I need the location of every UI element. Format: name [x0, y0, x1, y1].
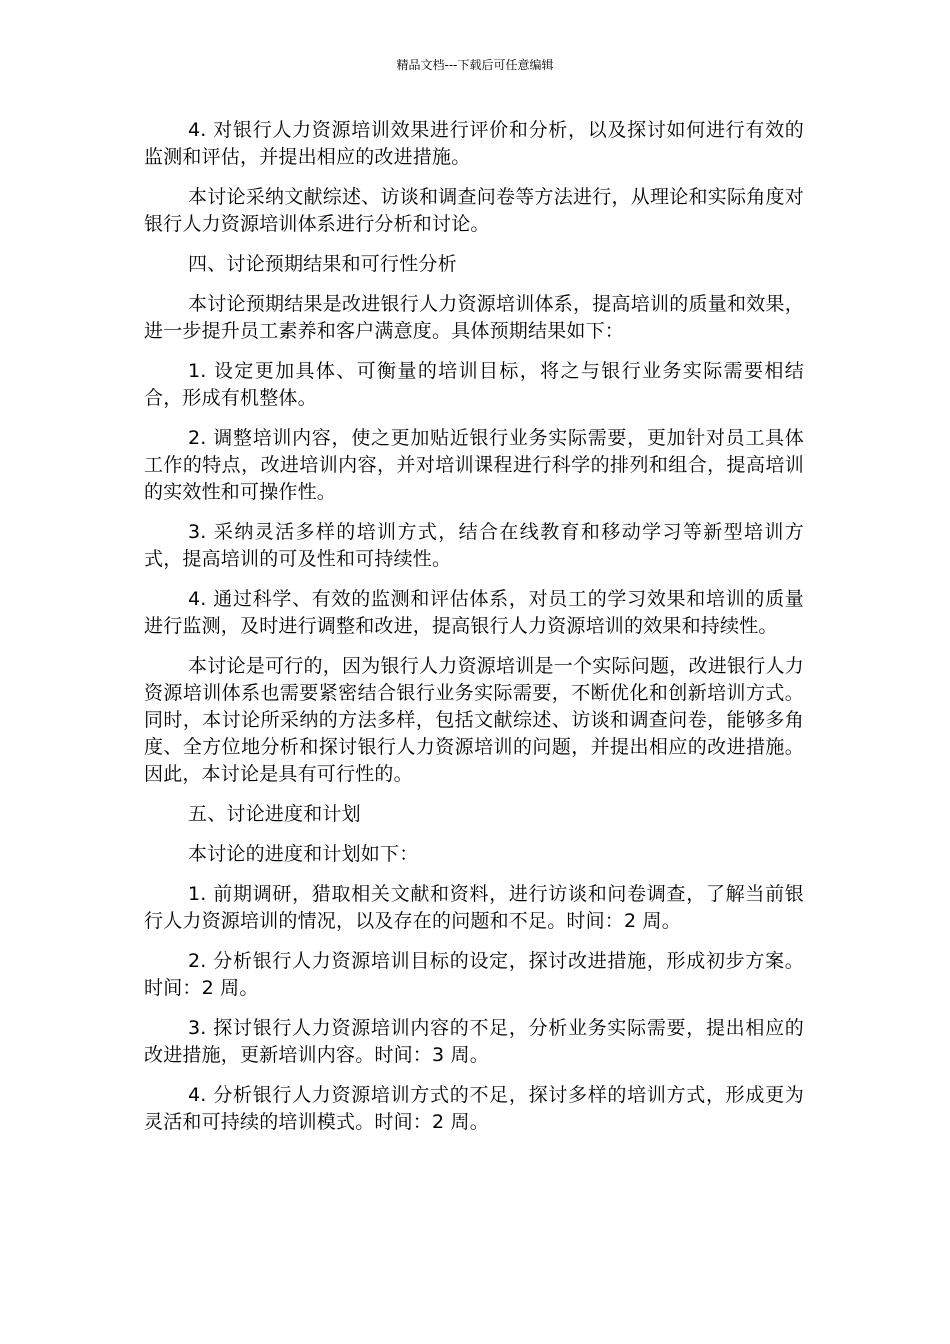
paragraph-expected-results-intro: 本讨论预期结果是改进银行人力资源培训体系，提高培训的质量和效果，进一步提升员工素养和客户满意度。具体预期结果如下：: [144, 293, 804, 342]
section-heading-expected-results: 四、讨论预期结果和可行性分析: [188, 253, 457, 275]
paragraph-plan-step-2: 2. 分析银行人力资源培训目标的设定，探讨改进措施，形成初步方案。时间：2 周。: [144, 950, 804, 999]
paragraph-plan-step-1: 1. 前期调研，猎取相关文献和资料，进行访谈和问卷调查，了解当前银行人力资源培训的情况，以及存在的问题和不足。时间：2 周。: [144, 883, 804, 932]
paragraph-result-3: 3. 采纳灵活多样的培训方式，结合在线教育和移动学习等新型培训方式，提高培训的可及性和可持续性。: [144, 521, 804, 570]
page-header: 精品文档---下载后可任意编辑: [396, 58, 554, 72]
paragraph-result-4: 4. 通过科学、有效的监测和评估体系，对员工的学习效果和培训的质量进行监测，及时进行调整和改进，提高银行人力资源培训的效果和持续性。: [144, 588, 804, 637]
paragraph-methods: 本讨论采纳文献综述、访谈和调查问卷等方法进行，从理论和实际角度对银行人力资源培训体系进行分析和讨论。: [144, 186, 804, 235]
paragraph-result-2: 2. 调整培训内容，使之更加贴近银行业务实际需要，更加针对员工具体工作的特点，改进培训内容，并对培训课程进行科学的排列和组合，提高培训的实效性和可操作性。: [144, 427, 804, 503]
paragraph-feasibility: 本讨论是可行的，因为银行人力资源培训是一个实际问题，改进银行人力资源培训体系也需要紧密结合银行业务实际需要，不断优化和创新培训方式。同时，本讨论所采纳的方法多样，包括文献综述、访谈和调查问卷，能够多角度、全方位地分析和探讨银行人力资源培训的问题，并提出相应的改进措施。因此，本讨论是具有可行性的。: [144, 655, 804, 785]
document-body: [144, 117, 804, 1149]
paragraph-plan-step-3: 3. 探讨银行人力资源培训内容的不足，分析业务实际需要，提出相应的改进措施，更新培训内容。时间：3 周。: [144, 1017, 804, 1066]
paragraph-item-4-evaluation: 4. 对银行人力资源培训效果进行评价和分析，以及探讨如何进行有效的监测和评估，并提出相应的改进措施。: [144, 119, 804, 168]
paragraph-result-1: 1. 设定更加具体、可衡量的培训目标，将之与银行业务实际需要相结合，形成有机整体。: [144, 360, 804, 409]
section-heading-progress-plan: 五、讨论进度和计划: [188, 803, 361, 825]
paragraph-plan-intro: 本讨论的进度和计划如下：: [188, 843, 419, 865]
paragraph-plan-step-4: 4. 分析银行人力资源培训方式的不足，探讨多样的培训方式，形成更为灵活和可持续的培训模式。时间：2 周。: [144, 1084, 804, 1133]
